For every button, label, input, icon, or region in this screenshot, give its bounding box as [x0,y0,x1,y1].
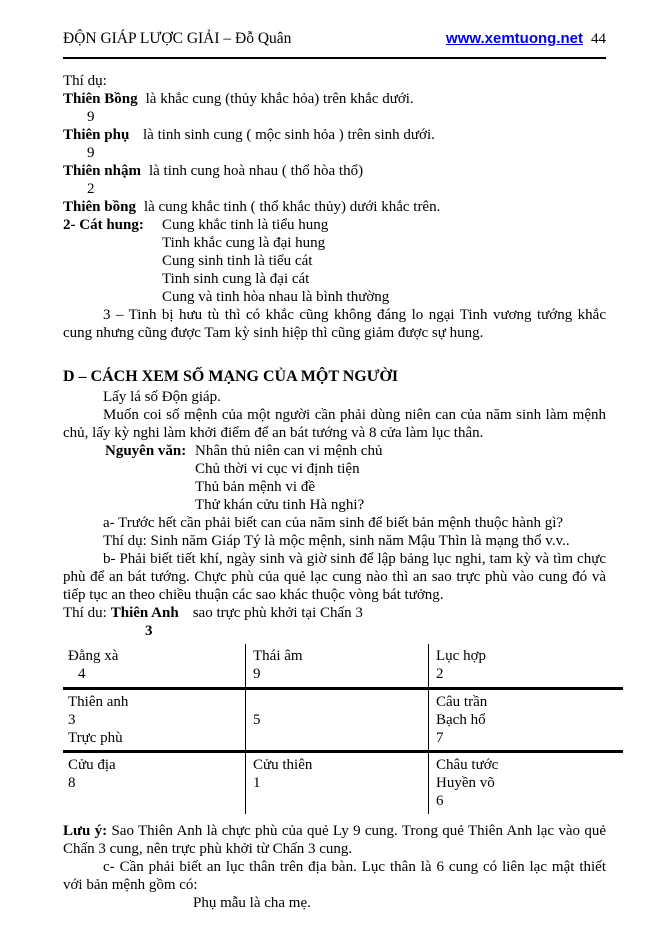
cell-line: Trực phù [68,730,123,746]
cell-line: Châu tước [436,757,499,773]
star-entry [63,162,606,180]
cell-line: Thiên anh [68,694,129,710]
star-term: Thiên bồng [63,199,136,215]
cell-line: 3 [68,712,76,728]
star-entry [63,126,606,144]
example-prefix: Thí du: [63,605,107,621]
table-cell [428,644,623,690]
table-cell [245,644,428,690]
verse-line: Chủ thời vi cục vi định tiện [195,461,360,477]
note-paragraph: 3 – Tinh bị hưu tù thì có khắc cũng không đáng lo ngại Tinh vương tướng khắc cung nhưng cũng được Tam kỳ sinh hiệp thì cũng giảm được sự hung. [63,307,606,341]
star-entry [63,198,606,216]
cell-line: Cửu địa [68,757,116,773]
example-suffix: sao trực phù khởi tại Chấn 3 [192,605,363,621]
verse-line: Thủ bản mệnh vi đề [195,479,315,495]
example-term: Thiên Anh [110,605,179,621]
table-cell [428,753,623,814]
verse-line: Nhân thủ niên can vi mệnh chủ [195,443,383,459]
star-number: 9 [87,145,95,161]
example-start-number: 3 [145,623,153,639]
paragraph: Lấy lá số Độn giáp. [103,389,221,405]
cat-hung-item: Cung khắc tinh là tiểu hung [162,217,329,233]
cell-line: 1 [253,775,261,791]
cat-hung-item: Cung và tinh hòa nhau là bình thường [162,289,390,305]
cell-line: Cửu thiên [253,757,313,773]
cell-line: Đằng xà [68,648,119,664]
paragraph: c- Cần phải biết an lục thân trên địa bàn. Lục thân là 6 cung có liên lạc mật thiết với bản mệnh gồm có: [63,859,606,893]
star-term: Thiên Bồng [63,91,138,107]
luu-y-text: Sao Thiên Anh là chực phù của quẻ Ly 9 cung. Trong quẻ Thiên Anh lạc vào quẻ Chấn 3 cung, nên trực phù khởi từ Chấn 3 cung. [63,823,606,857]
star-desc: là tinh sinh cung ( mộc sinh hỏa ) trên sinh dưới. [143,127,435,143]
table-cell [428,690,623,753]
cell-line: Huyền võ [436,775,495,791]
cell-line: 5 [253,712,261,728]
luu-y-label: Lưu ý: [63,823,108,839]
paragraph: a- Trước hết cần phải biết can của năm sinh để biết bản mệnh thuộc hành gì? [103,515,564,531]
star-term: Thiên phụ [63,127,130,143]
site-link[interactable]: www.xemtuong.net [446,30,583,47]
paragraph: b- Phải biết tiết khí, ngày sinh và giờ sinh để lập bảng lục nghi, tam kỳ và tìm chực phù để an bát tướng. Chực phù của quẻ lạc cung nào thì an sao trực phù vào cung đó và tiếp tục an theo chiều thuận các sao khác thuộc vòng bát tưởng. [63,551,606,603]
example-line [63,604,606,622]
table-cell [63,644,245,690]
intro-label: Thí dụ: [63,73,107,89]
cell-line: 2 [436,666,444,682]
paragraph: Muốn coi số mệnh của một người cần phải dùng niên can của năm sinh làm mệnh chủ, lấy kỳ nghi làm khởi điểm để an bát tướng và 8 cửa làm lục thân. [63,407,606,441]
cell-line: 4 [78,666,86,682]
table-cell [63,690,245,753]
paragraph: Thí dụ: Sinh năm Giáp Tý là mộc mệnh, sinh năm Mậu Thìn là mạng thổ v.v.. [103,533,570,549]
table-cell [245,753,428,814]
note-luu-y [63,822,606,858]
cell-line: 8 [68,775,76,791]
header-divider [63,57,606,59]
header-right [446,30,606,48]
verse-line: Thử khán cửu tinh Hà nghi? [195,497,365,513]
cat-hung-row [63,216,606,234]
cat-hung-item: Cung sinh tinh là tiểu cát [162,253,313,269]
table-cell [245,690,428,753]
cell-line: Thái âm [253,648,303,664]
star-desc: là khắc cung (thủy khắc hỏa) trên khắc dưới. [145,91,414,107]
table-cell [63,753,245,814]
star-term: Thiên nhậm [63,163,141,179]
star-desc: là cung khắc tinh ( thổ khắc thủy) dưới khắc trên. [143,199,441,215]
cat-hung-item: Tinh sinh cung là đại cát [162,271,310,287]
section-heading: D – CÁCH XEM SỐ MẠNG CỦA MỘT NGƯỜI [63,368,399,385]
nguyen-van-label: Nguyên văn: [105,443,187,459]
cat-hung-item: Tinh khắc cung là đại hung [162,235,326,251]
star-number: 9 [87,109,95,125]
book-title: ĐỘN GIÁP LƯỢC GIẢI – Đỗ Quân [63,30,292,47]
cell-line: Bạch hổ [436,712,486,728]
star-entry [63,90,606,108]
phu-mau-line: Phụ mẫu là cha mẹ. [193,895,311,911]
star-desc: là tinh cung hoà nhau ( thổ hòa thổ) [148,163,364,179]
cell-line: Câu trần [436,694,488,710]
palace-table [63,644,623,814]
cell-line: Lục hợp [436,648,487,664]
cell-line: 9 [253,666,261,682]
star-number: 2 [87,181,95,197]
cell-line: 7 [436,730,444,746]
page-number: 44 [591,31,606,47]
cell-line: 6 [436,793,444,809]
nguyen-van-row [105,442,606,460]
page-header [63,30,606,48]
cat-hung-label: 2- Cát hung: [63,217,144,233]
